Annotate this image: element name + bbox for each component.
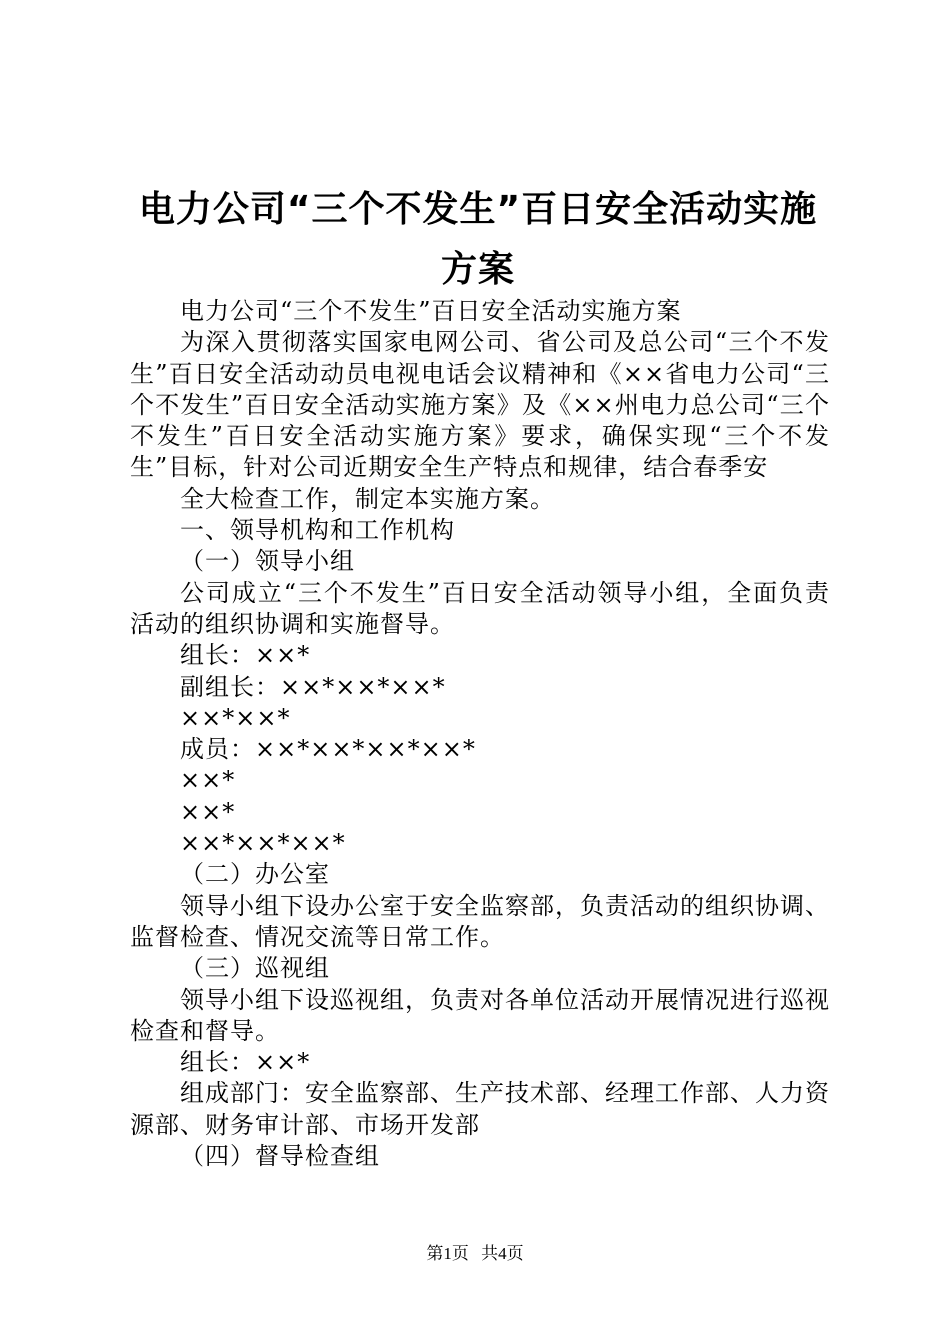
page-footer <box>0 1243 950 1265</box>
document-title: 电力公司“三个不发生”百日安全活动实施方案 <box>138 189 818 290</box>
member-line: 组长：××* <box>180 1048 311 1077</box>
page-number: 第1页 <box>426 1244 469 1263</box>
member-line: 组长：××* <box>180 641 311 670</box>
member-line: 成员：××*××*××*××* <box>180 735 476 764</box>
paragraph: 电力公司“三个不发生”百日安全活动实施方案 <box>180 297 682 325</box>
member-line: ××* <box>180 766 236 795</box>
subsection-heading: （一）领导小组 <box>180 547 355 576</box>
paragraph: 公司成立“三个不发生”百日安全活动领导小组，全面负责活动的组织协调和实施督导。 <box>130 578 830 638</box>
paragraph: 组成部门：安全监察部、生产技术部、经理工作部、人力资源部、财务审计部、市场开发部 <box>130 1079 830 1139</box>
subsection-heading: （四）督导检查组 <box>180 1142 380 1171</box>
section-heading: 一、领导机构和工作机构 <box>180 516 455 545</box>
subsection-heading: （三）巡视组 <box>180 954 330 983</box>
member-line: ××*××* <box>180 703 291 732</box>
paragraph: 领导小组下设办公室于安全监察部，负责活动的组织协调、监督检查、情况交流等日常工作。 <box>130 891 830 951</box>
member-line: ××* <box>180 797 236 826</box>
paragraph: 全大检查工作，制定本实施方案。 <box>180 484 555 513</box>
member-line: 副组长：××*××*××* <box>180 672 446 701</box>
page-total: 共4页 <box>481 1244 524 1263</box>
document-body <box>130 296 830 1172</box>
paragraph: 领导小组下设巡视组，负责对各单位活动开展情况进行巡视检查和督导。 <box>130 985 830 1045</box>
member-line: ××*××*××* <box>180 829 346 858</box>
paragraph: 为深入贯彻落实国家电网公司、省公司及总公司“三个不发生”百日安全活动动员电视电话会议精神和《××省电力公司“三个不发生”百日安全活动实施方案》及《××州电力总公司“三个不发生”百日安全活动实施方案》要求，确保实现“三个不发生”目标，针对公司近期安全生产特点和规律，结合春季安 <box>130 328 830 482</box>
subsection-heading: （二）办公室 <box>180 860 330 889</box>
